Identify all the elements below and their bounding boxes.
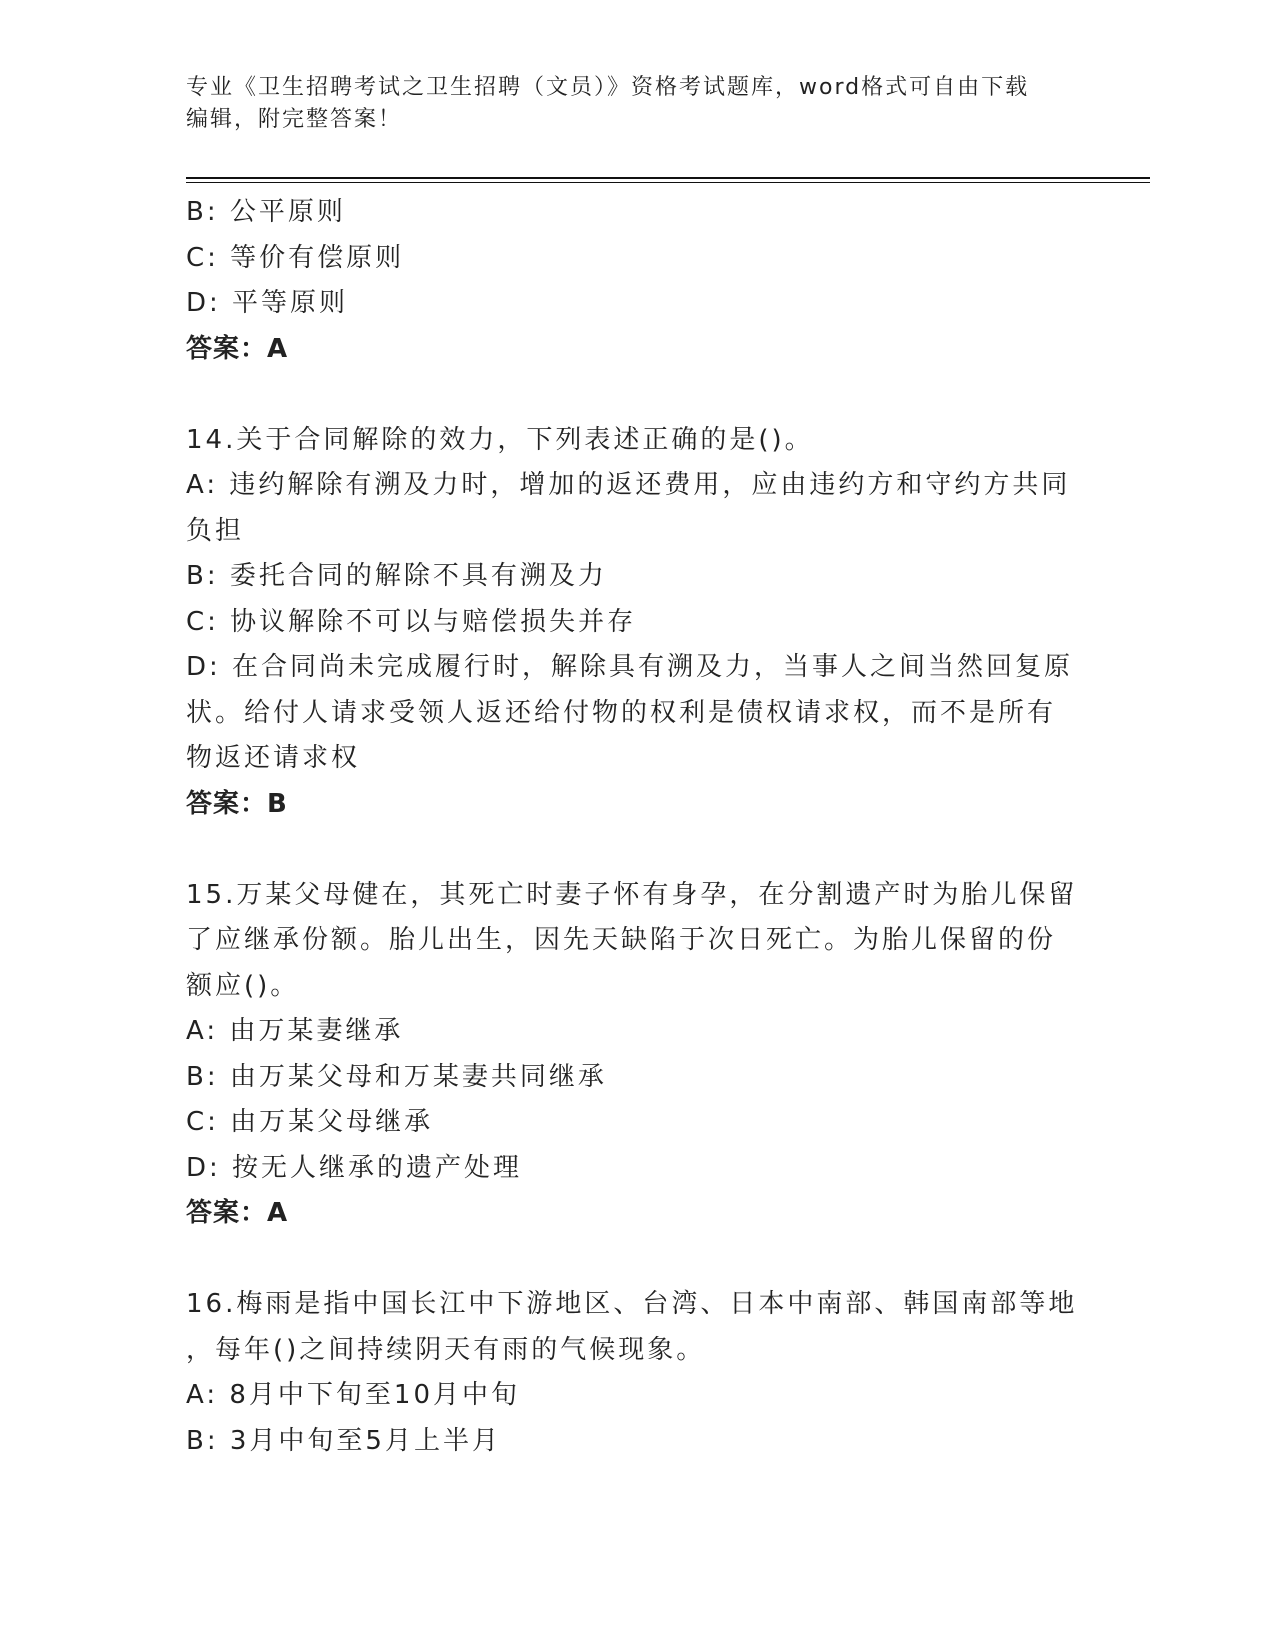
option-a: A: 8月中下旬至10月中旬 [186,1380,520,1410]
option-b: B: 3月中旬至5月上半月 [186,1425,501,1456]
option-d: D: 在合同尚未完成履行时，解除具有溯及力，当事人之间当然回复原 [186,652,1074,682]
option-d: D: 按无人继承的遗产处理 [186,1152,523,1183]
option-b: B: 由万某父母和万某妻共同继承 [186,1061,607,1092]
option-d: D: 平等原则 [186,288,349,318]
spacer [186,1237,1086,1283]
option-a-continued: 负担 [186,515,245,546]
question-16 [186,1282,1086,1464]
question-text-continued: 了应继承份额。胎儿出生，因先天缺陷于次日死亡。为胎儿保留的份 [186,925,1057,955]
question-15 [186,873,1086,1237]
question-14 [186,418,1086,828]
header-line-1: 专业《卫生招聘考试之卫生招聘（文员）》资格考试题库，word格式可自由下载 [186,75,1030,100]
question-list [186,190,1086,1464]
header-line-2: 编辑，附完整答案！ [186,107,403,132]
header-divider-thick [186,177,1150,179]
option-d-continued: 物返还请求权 [186,743,361,773]
answer: 答案：A [186,333,289,364]
option-c: C: 协议解除不可以与赔偿损失并存 [186,606,637,637]
document-header [186,72,1066,136]
question-text-continued: 额应()。 [186,970,300,1001]
option-d-continued: 状。给付人请求受领人返还给付物的权利是债权请求权，而不是所有 [186,697,1057,728]
option-a: A: 违约解除有溯及力时，增加的返还费用，应由违约方和守约方共同 [186,470,1071,500]
option-b: B: 公平原则 [186,197,346,227]
spacer [186,827,1086,873]
question-13 [186,190,1086,372]
option-c: C: 等价有偿原则 [186,242,405,273]
header-divider-thin [186,182,1150,183]
option-b: B: 委托合同的解除不具有溯及力 [186,561,607,591]
question-text-continued: ，每年()之间持续阴天有雨的气候现象。 [186,1334,706,1365]
spacer [186,372,1086,418]
option-a: A: 由万某妻继承 [186,1016,404,1046]
answer: 答案：B [186,788,288,819]
answer: 答案：A [186,1198,289,1228]
question-text: 14.关于合同解除的效力，下列表述正确的是()。 [186,424,814,455]
question-text: 15.万某父母健在，其死亡时妻子怀有身孕，在分割遗产时为胎儿保留 [186,879,1078,910]
option-c: C: 由万某父母继承 [186,1107,434,1137]
question-text: 16.梅雨是指中国长江中下游地区、台湾、日本中南部、韩国南部等地 [186,1289,1078,1319]
